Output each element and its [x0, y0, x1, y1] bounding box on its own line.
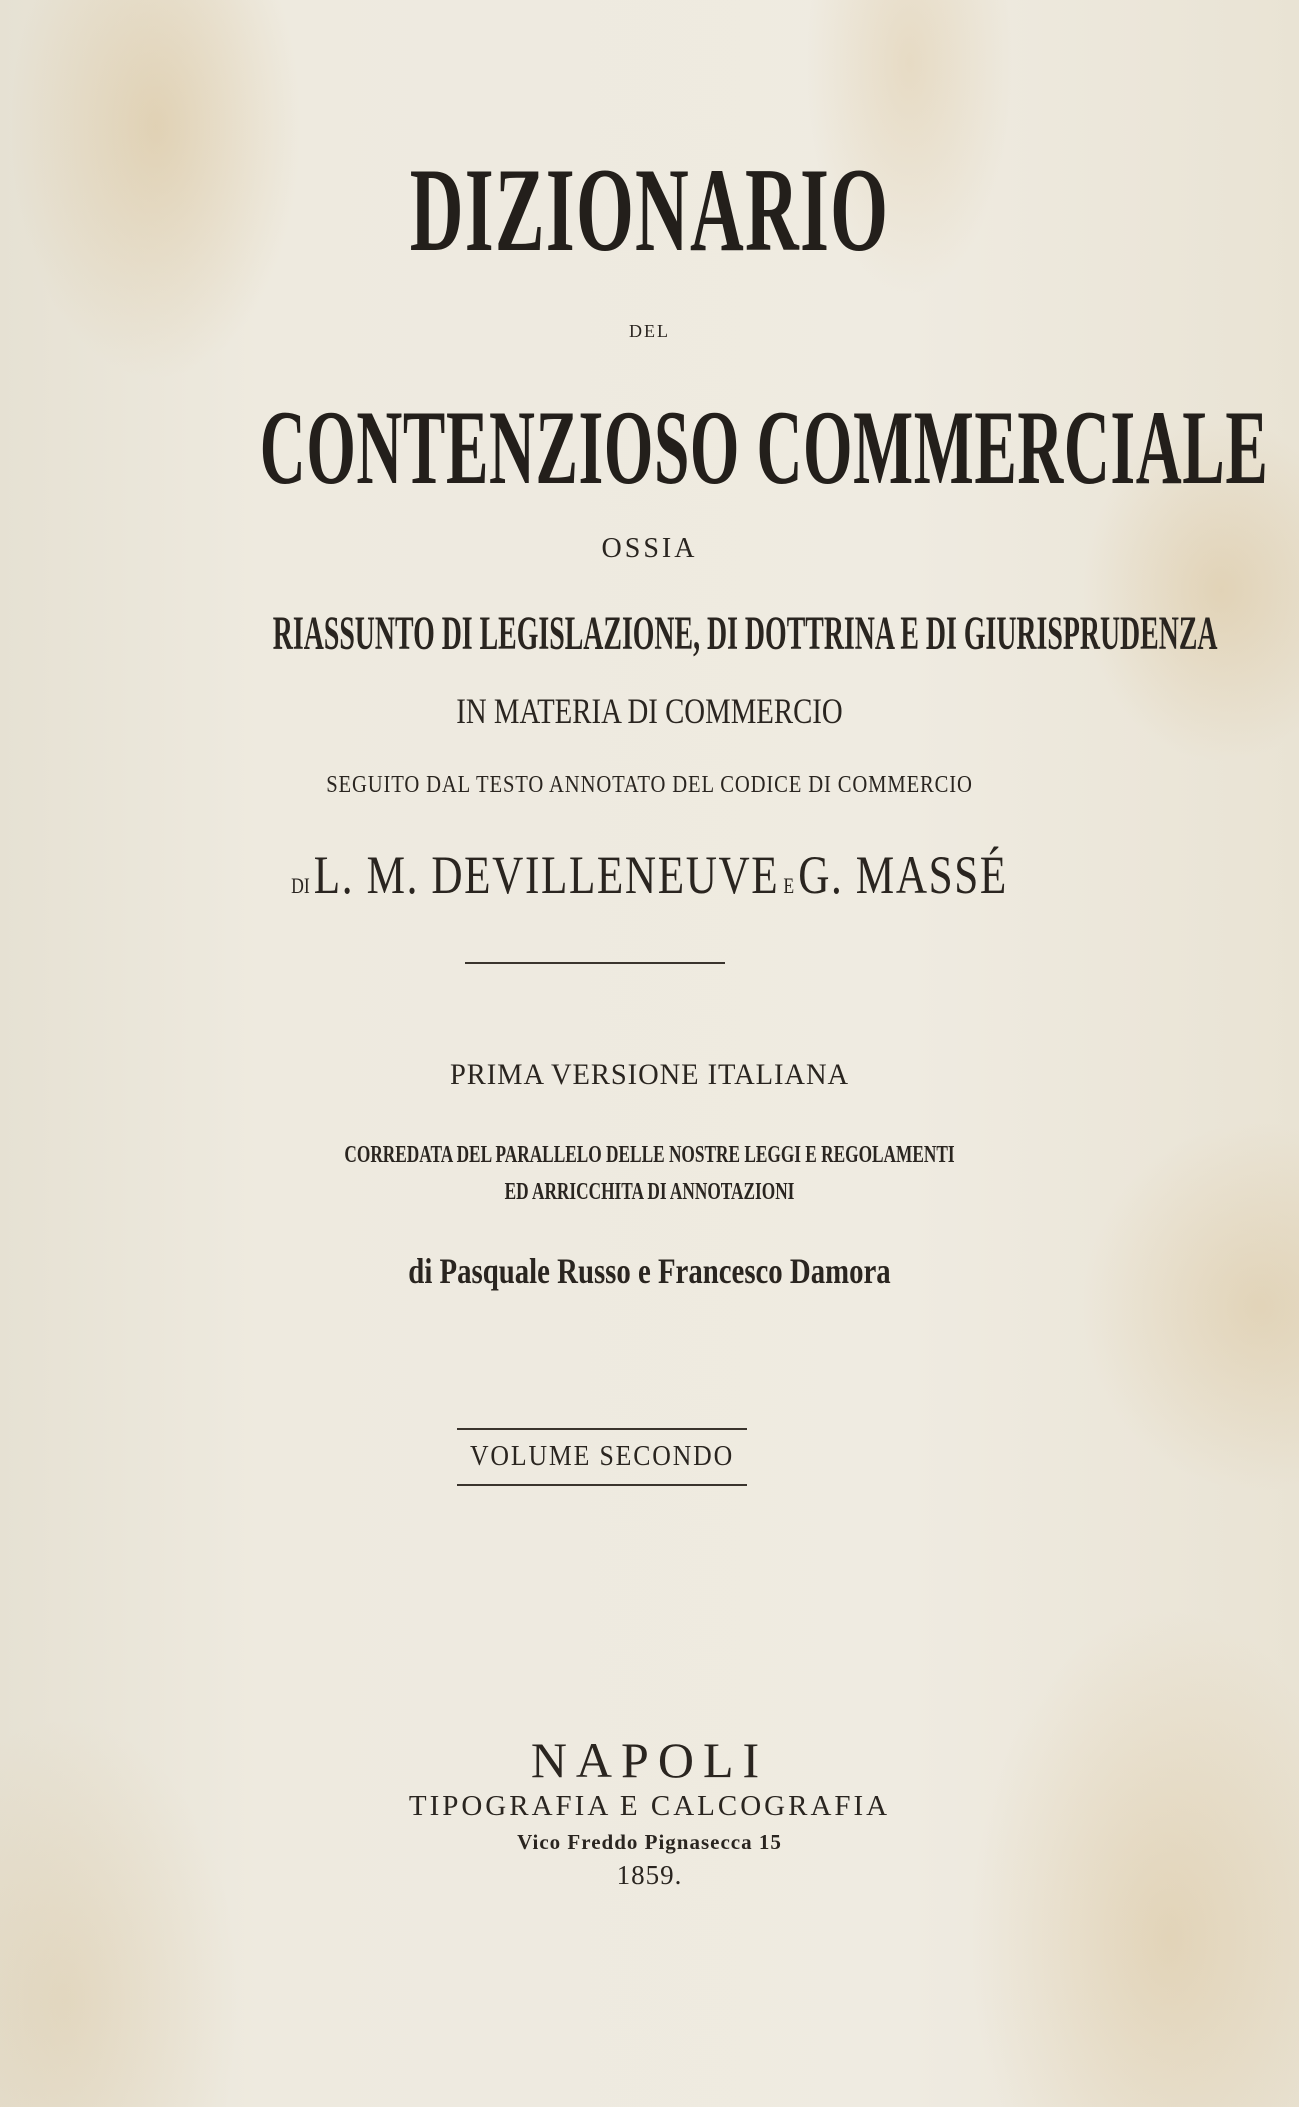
authors-line [130, 845, 1169, 905]
divider-rule [465, 962, 725, 964]
author-1: L. M. DEVILLENEUVE [313, 845, 780, 905]
edition-title: PRIMA VERSIONE ITALIANA [449, 1058, 850, 1091]
imprint-address: Vico Freddo Pignasecca 15 [517, 1830, 782, 1854]
imprint-printer: TIPOGRAFIA E CALCOGRAFIA [408, 1790, 891, 1822]
connector-ossia: OSSIA [601, 533, 698, 564]
description-line-3: SEGUITO DAL TESTO ANNOTATO DEL CODICE DI COMMERCIO [326, 772, 973, 798]
description-line-1: RIASSUNTO DI LEGISLAZIONE, DI DOTTRINA E DI GIURISPRUDENZA [272, 607, 1218, 660]
description-line-2: IN MATERIA DI COMMERCIO [456, 691, 843, 731]
volume-label: VOLUME SECONDO [469, 1441, 735, 1472]
connector-del: DEL [629, 321, 670, 341]
translators: di Pasquale Russo e Francesco Damora [408, 1251, 891, 1291]
volume-box [457, 1428, 747, 1486]
authors-e: E [783, 873, 795, 898]
edition-note-line-1: CORREDATA DEL PARALLELO DELLE NOSTRE LEGGI E REGOLAMENTI [344, 1142, 955, 1168]
book-title: DIZIONARIO [409, 143, 890, 276]
imprint-year: 1859. [616, 1860, 683, 1890]
book-subtitle: CONTENZIOSO COMMERCIALE [259, 389, 1269, 506]
imprint-city: NAPOLI [530, 1732, 769, 1788]
edition-note-line-2: ED ARRICCHITA DI ANNOTAZIONI [504, 1179, 795, 1205]
author-2: G. MASSÉ [798, 845, 1008, 905]
authors-di: DI [291, 873, 310, 898]
